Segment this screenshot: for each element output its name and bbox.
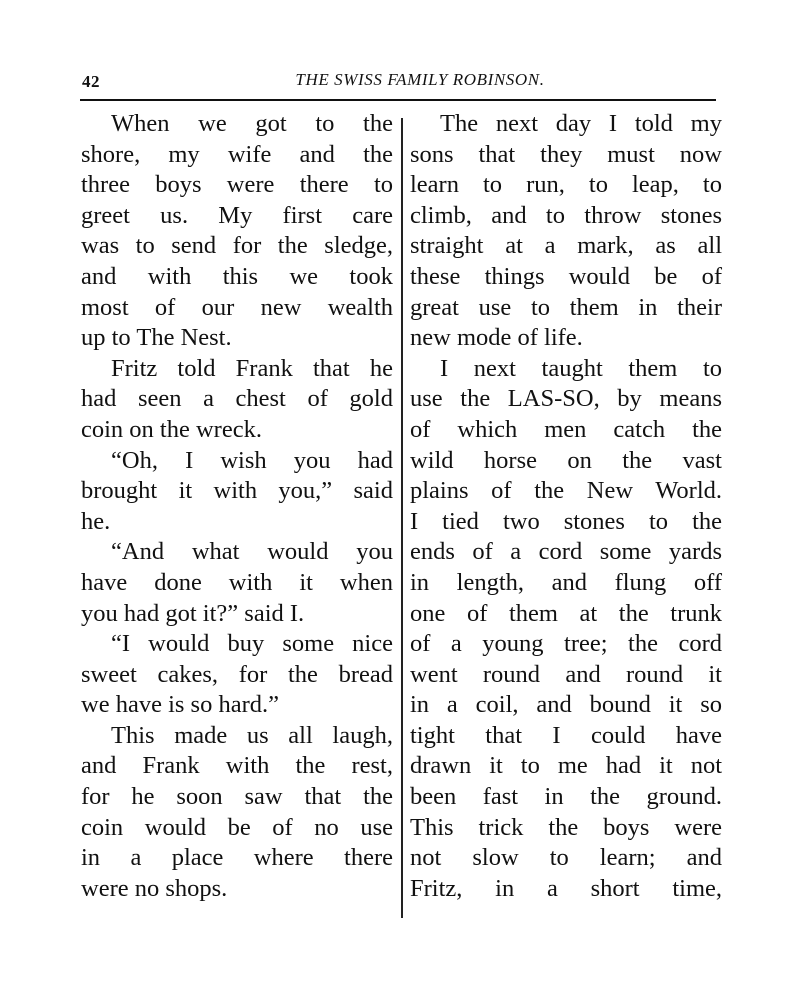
text-line: not slow to learn; and [410,844,722,872]
text-line: sweet cakes, for the bread [81,660,393,688]
text-line: and with this we took [81,262,393,290]
text-line: was to send for the sledge, [81,232,393,260]
text-line: had seen a chest of gold [81,385,393,413]
text-line: “And what would you [111,538,393,566]
text-line: I next taught them to [440,354,722,382]
text-line: greet us. My first care [81,201,393,229]
column-divider [401,118,403,918]
text-line: been fast in the ground. [410,783,722,811]
text-line: he. [81,507,111,535]
text-line: for he soon saw that the [81,783,393,811]
running-head: THE SWISS FAMILY ROBINSON. [295,70,545,89]
text-line: ends of a cord some yards [410,538,722,566]
text-line: three boys were there to [81,171,393,199]
text-line: shore, my wife and the [81,140,393,168]
text-line: Fritz, in a short time, [410,874,722,902]
text-line: you had got it?” said I. [81,599,305,627]
text-line: went round and round it [410,660,722,688]
text-line: have done with it when [81,568,393,596]
text-line: in length, and flung off [410,568,722,596]
text-line: coin on the wreck. [81,415,262,443]
text-line: sons that they must now [410,140,722,168]
text-line: were no shops. [81,874,228,902]
text-line: in a coil, and bound it so [410,691,722,719]
page-number: 42 [82,72,100,91]
text-line: When we got to the [111,110,393,137]
text-line: This made us all laugh, [111,721,393,749]
text-line: we have is so hard.” [81,691,279,719]
text-line: Fritz told Frank that he [111,354,393,382]
text-line: plains of the New World. [410,477,722,505]
text-line: these things would be of [410,262,722,290]
text-line: up to The Nest. [81,324,232,352]
text-line: “Oh, I wish you had [111,446,393,474]
text-line: brought it with you,” said [81,477,393,505]
text-line: great use to them in their [410,293,722,321]
header-rule [80,99,716,101]
text-line: in a place where there [81,844,393,872]
text-line: use the LAS-SO, by means [410,385,722,413]
left-column [81,109,393,904]
text-line: of a young tree; the cord [410,630,722,658]
text-line: “I would buy some nice [111,630,393,658]
text-line: new mode of life. [410,324,583,352]
right-column [410,109,722,904]
text-line: of which men catch the [410,415,722,443]
text-line: most of our new wealth [81,293,393,321]
text-line: drawn it to me had it not [410,752,722,780]
text-line: and Frank with the rest, [81,752,393,780]
text-line: coin would be of no use [81,813,393,841]
text-line: climb, and to throw stones [410,201,722,229]
text-line: The next day I told my [440,110,722,137]
text-line: learn to run, to leap, to [410,171,722,199]
text-line: I tied two stones to the [410,507,722,535]
text-line: straight at a mark, as all [410,232,722,260]
text-line: one of them at the trunk [410,599,722,627]
text-line: This trick the boys were [410,813,722,841]
text-line: wild horse on the vast [410,446,722,474]
text-line: tight that I could have [410,721,722,749]
